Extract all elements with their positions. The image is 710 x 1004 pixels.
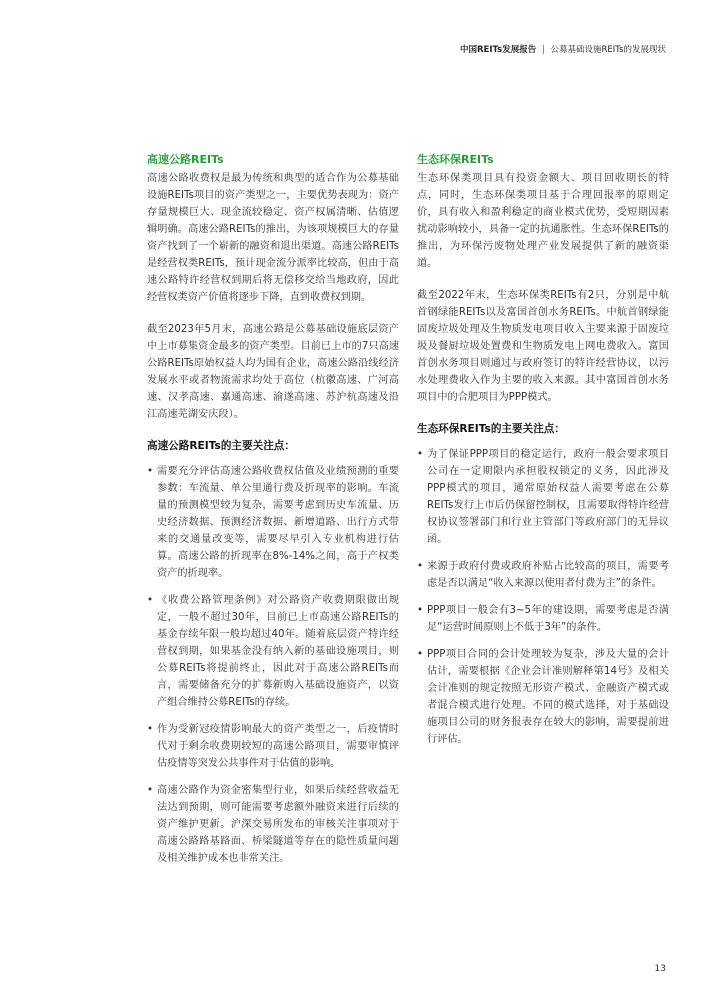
left-column — [147, 152, 399, 877]
chapter-title: 公募基础设施REITs的发展现状 — [550, 45, 666, 55]
eco-reits-title: 生态环保REITs — [417, 153, 494, 166]
eco-status-paragraph: 截至2022年末，生态环保类REITs有2只，分别是中航首钢绿能REITs以及富国首创水务REITs。中航首钢绿能固废垃圾处理及生物质发电项目收入主要来源于固废垃圾及餐厨垃圾处置费和生物质发电上网电费收入。富国首创水务项目则通过与政府签订的特许经营协议，以污水处理费收入作为主要的收入来源。其中富国首创水务项目中的合肥项目为PPP模式。 — [417, 290, 669, 403]
bullet-icon: • — [417, 449, 424, 460]
highway-focus-list — [147, 463, 399, 867]
list-item: • 来源于政府付费或政府补贴占比较高的项目，需要考虑是否以满足“收入来源以使用者付费为主”的条件。 — [417, 558, 669, 592]
bullet-icon: • — [417, 649, 424, 660]
bullet-icon: • — [417, 605, 424, 616]
highway-reits-title: 高速公路REITs — [147, 153, 224, 166]
report-title: 中国REITs发展报告 — [459, 45, 537, 55]
bullet-icon: • — [147, 595, 154, 606]
list-item: • 需要充分评估高速公路收费权估值及业绩预测的重要参数：车流量、单公里通行费及折现率的影响。车流量的预测模型较为复杂，需要考虑到历史车流量、历史经济数据、预测经济数据、新增道路、出行方式带来的交通量改变等，需要尽早引入专业机构进行估算。高速公路的折现率在8%-14%之间，高于产权类资产的折现率。 — [147, 463, 399, 582]
list-item: • PPP项目一般会有3~5年的建设期，需要考虑是否满足“运营时间原则上不低于3年”的条件。 — [417, 602, 669, 636]
highway-intro-paragraph: 高速公路收费权是最为传统和典型的适合作为公募基础设施REITs项目的资产类型之一，主要优势表现为：资产存量规模巨大、现金流较稳定、资产权属清晰、估值逻辑明确。高速公路REITs的推出，为该项规模巨大的存量资产找到了一个崭新的融资和退出渠道。高速公路REITs是经营权类REITs，预计现金流分派率比较高，但由于高速公路特许经营权到期后将无偿移交给当地政府，因此经营权类资产价值将逐步下降，直到收费权到期。 — [147, 173, 399, 303]
bullet-icon: • — [147, 785, 154, 796]
page-number: 13 — [654, 964, 666, 974]
list-item: • 《收费公路管理条例》对公路资产收费期限做出规定，一般不超过30年，目前已上市高速公路REITs的基金存续年限一般均超过40年。随着底层资产特许经营权到期，如果基金没有纳入新的基础设施项目，则公募REITs将提前终止，因此对于高速公路REITs而言，需要储备充分的扩募新购入基础设施资产，以资产组合维持公募REITs的存续。 — [147, 592, 399, 711]
list-item: • 高速公路作为资金密集型行业，如果后续经营收益无法达到预期，则可能需要考虑额外融资来进行后续的资产维护更新。沪深交易所发布的审核关注事项对于高速公路路基路面、桥梁隧道等存在的隐性质量问题及相关维护成本也非常关注。 — [147, 782, 399, 867]
eco-intro-paragraph: 生态环保类项目具有投资金额大、项目回收期长的特点，同时，生态环保类项目基于合理回报率的原则定价，具有收入和盈利稳定的商业模式优势，受短期因素扰动影响较小，具备一定的抗通胀性。生态环保REITs的推出，为环保污废物处理产业发展提供了新的融资渠道。 — [417, 173, 669, 269]
bullet-icon: • — [147, 466, 154, 477]
eco-focus-subhead: 生态环保REITs的主要关注点： — [417, 423, 565, 435]
header-separator: | — [541, 45, 545, 55]
right-column — [417, 152, 669, 758]
bullet-icon: • — [147, 724, 154, 735]
list-item: • PPP项目合同的会计处理较为复杂，涉及大量的会计估计，需要根据《企业会计准则解释第14号》及相关会计准则的规定按照无形资产模式、金融资产模式或者混合模式进行处理。不同的模式选择，对于基础设施项目公司的财务报表存在较大的影响，需要提前进行评估。 — [417, 646, 669, 748]
highway-focus-subhead: 高速公路REITs的主要关注点： — [147, 440, 295, 452]
list-item: • 为了保证PPP项目的稳定运行，政府一般会要求项目公司在一定期限内承担股权锁定的义务，因此涉及PPP模式的项目，通常原始权益人需要考虑在公募REITs发行上市后仍保留控制权，且需要取得特许经营权协议签署部门和行业主管部门等政府部门的无异议函。 — [417, 446, 669, 548]
highway-status-paragraph: 截至2023年5月末，高速公路是公募基础设施底层资产中上市募集资金最多的资产类型。目前已上市的7只高速公路REITs原始权益人均为国有企业，高速公路沿线经济发展水平或者物流需求均处于高位（杭徽高速、广河高速、汉孝高速、嘉通高速、渝遂高速、苏沪杭高速及沿江高速芜湖安庆段）。 — [147, 324, 399, 420]
bullet-icon: • — [417, 561, 424, 572]
running-header — [460, 43, 666, 55]
list-item: • 作为受新冠疫情影响最大的资产类型之一，后疫情时代对于剩余收费期较短的高速公路项目，需要审慎评估疫情等突发公共事件对于估值的影响。 — [147, 721, 399, 772]
eco-focus-list — [417, 446, 669, 748]
